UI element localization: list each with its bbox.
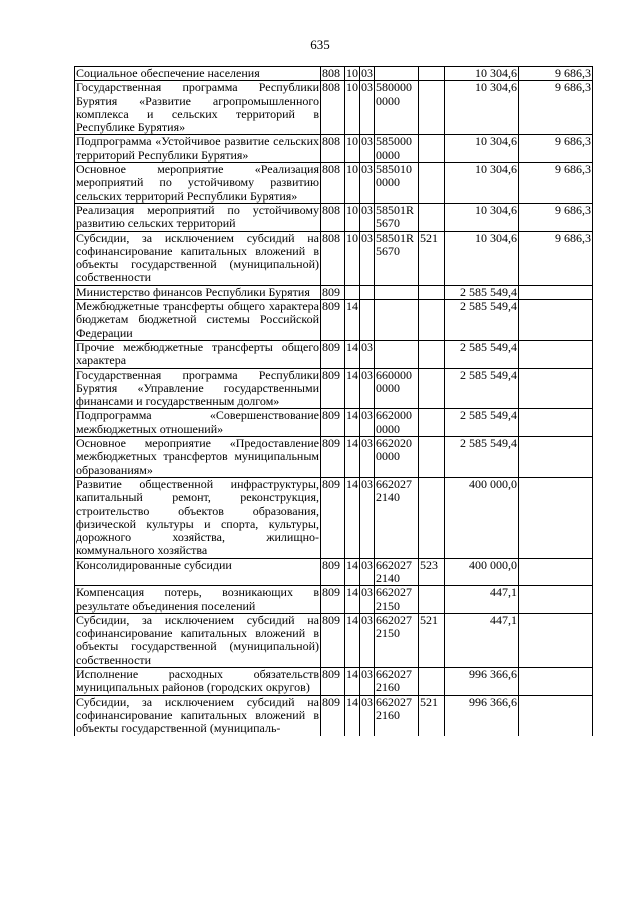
expense-type-code xyxy=(419,477,445,558)
subsection-code: 03 xyxy=(360,558,375,586)
program-code: 580000 0000 xyxy=(375,81,419,135)
table-row xyxy=(75,695,593,735)
amount-cell: 9 686,3 xyxy=(519,231,593,285)
ministry-code: 808 xyxy=(321,81,345,135)
section-code: 10 xyxy=(345,135,360,163)
subsection-code: 03 xyxy=(360,163,375,204)
amount-cell: 9 686,3 xyxy=(519,135,593,163)
amount-cell: 2 585 549,4 xyxy=(445,340,519,368)
amount-cell: 400 000,0 xyxy=(445,558,519,586)
section-code: 14 xyxy=(345,340,360,368)
amount-cell: 2 585 549,4 xyxy=(445,285,519,299)
item-name: Государственная программа Республики Бурятия «Управление государственными финансами и государственным долгом» xyxy=(76,368,319,409)
amount-cell: 996 366,6 xyxy=(445,668,519,696)
ministry-code: 809 xyxy=(321,285,345,299)
program-code: 585000 0000 xyxy=(375,135,419,163)
ministry-code: 809 xyxy=(321,340,345,368)
item-name: Государственная программа Республики Бурятия «Развитие агропромышленного комплекса и сельских территорий в Республике Бурятия» xyxy=(76,80,319,135)
section-code: 10 xyxy=(345,231,360,285)
ministry-code: 809 xyxy=(321,668,345,696)
table-row xyxy=(75,558,593,586)
item-name: Субсидии, за исключением субсидий на софинансирование капитальных вложений в объекты государственной (муниципальной) собственности xyxy=(76,613,319,667)
amount-cell: 2 585 549,4 xyxy=(445,437,519,478)
ministry-code: 809 xyxy=(321,300,345,341)
amount-cell: 9 686,3 xyxy=(519,67,593,81)
amount-cell: 10 304,6 xyxy=(445,231,519,285)
amount-cell xyxy=(519,285,593,299)
table-row xyxy=(75,668,593,696)
expense-type-code xyxy=(419,368,445,409)
subsection-code: 03 xyxy=(360,368,375,409)
subsection-code: 03 xyxy=(360,409,375,437)
section-code: 14 xyxy=(345,437,360,478)
ministry-code: 809 xyxy=(321,437,345,478)
item-name: Подпрограмма «Совершенствование межбюджетных отношений» xyxy=(76,408,319,436)
table-row xyxy=(75,135,593,163)
item-name: Подпрограмма «Устойчивое развитие сельских территорий Республики Бурятия» xyxy=(76,134,319,162)
program-code: 662020 0000 xyxy=(375,437,419,478)
program-code: 662027 2150 xyxy=(375,586,419,614)
ministry-code: 809 xyxy=(321,586,345,614)
expense-type-code xyxy=(419,668,445,696)
expense-type-code: 521 xyxy=(419,231,445,285)
amount-cell: 2 585 549,4 xyxy=(445,368,519,409)
amount-cell xyxy=(519,613,593,667)
program-code: 662027 2140 xyxy=(375,558,419,586)
page-number: 635 xyxy=(310,37,330,52)
subsection-code xyxy=(360,285,375,299)
amount-cell xyxy=(519,409,593,437)
amount-cell xyxy=(519,695,593,735)
item-name: Основное мероприятие «Предоставление межбюджетных трансфертов муниципальным образованиям» xyxy=(76,436,319,477)
table-row xyxy=(75,368,593,409)
subsection-code: 03 xyxy=(360,203,375,231)
expense-type-code xyxy=(419,81,445,135)
subsection-code: 03 xyxy=(360,613,375,667)
program-code: 662027 2150 xyxy=(375,613,419,667)
table-row xyxy=(75,613,593,667)
expense-type-code xyxy=(419,203,445,231)
section-code: 14 xyxy=(345,477,360,558)
item-name: Субсидии, за исключением субсидий на софинансирование капитальных вложений в объекты государственной (муниципаль- xyxy=(76,695,319,736)
item-name: Консолидированные субсидии xyxy=(75,558,321,586)
subsection-code: 03 xyxy=(360,477,375,558)
item-name: Развитие общественной инфраструктуры, капитальный ремонт, реконструкция, строительство объектов образования, физической культуры и спорта, культуры, дорожного хозяйства, жилищно-коммунального хозяйства xyxy=(76,477,319,558)
section-code xyxy=(345,285,360,299)
item-name: Прочие межбюджетные трансферты общего характера xyxy=(76,340,319,368)
ministry-code: 809 xyxy=(321,613,345,667)
table-row xyxy=(75,409,593,437)
amount-cell xyxy=(519,586,593,614)
table-row xyxy=(75,231,593,285)
section-code: 10 xyxy=(345,163,360,204)
amount-cell xyxy=(519,558,593,586)
amount-cell: 10 304,6 xyxy=(445,81,519,135)
program-code: 58501R 5670 xyxy=(375,203,419,231)
expense-type-code xyxy=(419,437,445,478)
expense-type-code xyxy=(419,163,445,204)
program-code: 662027 2160 xyxy=(375,668,419,696)
ministry-code: 809 xyxy=(321,409,345,437)
program-code: 662027 2160 xyxy=(375,695,419,735)
expense-type-code xyxy=(419,340,445,368)
section-code: 14 xyxy=(345,695,360,735)
amount-cell: 10 304,6 xyxy=(445,135,519,163)
expense-type-code: 521 xyxy=(419,695,445,735)
section-code: 14 xyxy=(345,300,360,341)
section-code: 14 xyxy=(345,668,360,696)
subsection-code: 03 xyxy=(360,340,375,368)
section-code: 14 xyxy=(345,613,360,667)
amount-cell xyxy=(519,368,593,409)
budget-table xyxy=(74,66,593,736)
subsection-code: 03 xyxy=(360,81,375,135)
expense-type-code xyxy=(419,67,445,81)
ministry-code: 808 xyxy=(321,135,345,163)
expense-type-code xyxy=(419,409,445,437)
table-body xyxy=(75,67,593,736)
ministry-code: 808 xyxy=(321,163,345,204)
section-code: 10 xyxy=(346,66,358,80)
amount-cell: 447,1 xyxy=(445,586,519,614)
subsection-code: 03 xyxy=(360,586,375,614)
amount-cell: 2 585 549,4 xyxy=(445,300,519,341)
amount-cell: 9 686,3 xyxy=(519,163,593,204)
item-name: Исполнение расходных обязательств муниципальных районов (городских округов) xyxy=(76,667,319,695)
subsection-code: 03 xyxy=(360,668,375,696)
amount-cell: 996 366,6 xyxy=(445,695,519,735)
subsection-code: 03 xyxy=(361,66,373,80)
amount-cell xyxy=(519,437,593,478)
subsection-code: 03 xyxy=(360,437,375,478)
subsection-code xyxy=(360,300,375,341)
table-row xyxy=(75,285,593,299)
section-code: 14 xyxy=(345,586,360,614)
table-row xyxy=(75,81,593,135)
expense-type-code: 521 xyxy=(419,613,445,667)
table-row xyxy=(75,203,593,231)
amount-cell: 2 585 549,4 xyxy=(445,409,519,437)
item-name: Компенсация потерь, возникающих в результате объединения поселений xyxy=(76,585,319,613)
program-code xyxy=(375,340,419,368)
amount-cell: 447,1 xyxy=(445,613,519,667)
amount-cell: 9 686,3 xyxy=(519,203,593,231)
section-code: 10 xyxy=(345,81,360,135)
subsection-code: 03 xyxy=(360,135,375,163)
table-row xyxy=(75,437,593,478)
program-code xyxy=(375,300,419,341)
table-row xyxy=(75,586,593,614)
expense-type-code xyxy=(419,300,445,341)
amount-cell xyxy=(519,300,593,341)
section-code: 10 xyxy=(345,203,360,231)
amount-cell xyxy=(519,477,593,558)
program-code xyxy=(375,67,419,81)
amount-cell xyxy=(519,340,593,368)
program-code: 660000 0000 xyxy=(375,368,419,409)
section-code: 14 xyxy=(345,368,360,409)
amount-cell: 400 000,0 xyxy=(445,477,519,558)
item-name: Министерство финансов Республики Бурятия xyxy=(75,285,321,299)
item-name: Реализация мероприятий по устойчивому развитию сельских территорий xyxy=(76,203,319,231)
ministry-code: 808 xyxy=(321,67,345,81)
ministry-code: 808 xyxy=(321,231,345,285)
amount-cell: 10 304,6 xyxy=(445,67,519,81)
subsection-code: 03 xyxy=(360,695,375,735)
ministry-code: 809 xyxy=(321,558,345,586)
program-code: 662000 0000 xyxy=(375,409,419,437)
ministry-code: 808 xyxy=(321,203,345,231)
subsection-code: 03 xyxy=(360,231,375,285)
item-name: Субсидии, за исключением субсидий на софинансирование капитальных вложений в объекты государственной (муниципальной) собственности xyxy=(76,231,319,285)
table-row xyxy=(75,67,593,81)
program-code: 58501R 5670 xyxy=(375,231,419,285)
item-name: Социальное обеспечение населения xyxy=(75,67,321,81)
expense-type-code xyxy=(419,285,445,299)
ministry-code: 809 xyxy=(321,368,345,409)
program-code: 662027 2140 xyxy=(375,477,419,558)
amount-cell: 10 304,6 xyxy=(445,163,519,204)
table-row xyxy=(75,477,593,558)
item-name: Основное мероприятие «Реализация мероприятий по устойчивому развитию сельских территорий Республики Бурятия» xyxy=(76,162,319,203)
amount-cell: 10 304,6 xyxy=(445,203,519,231)
program-code: 585010 0000 xyxy=(375,163,419,204)
item-name: Межбюджетные трансферты общего характера бюджетам бюджетной системы Российской Федерации xyxy=(76,299,319,340)
program-code xyxy=(375,285,419,299)
table-row xyxy=(75,340,593,368)
table-row xyxy=(75,300,593,341)
ministry-code: 809 xyxy=(321,695,345,735)
expense-type-code xyxy=(419,586,445,614)
ministry-code: 809 xyxy=(321,477,345,558)
expense-type-code: 523 xyxy=(419,558,445,586)
section-code: 14 xyxy=(345,558,360,586)
section-code: 14 xyxy=(345,409,360,437)
amount-cell: 9 686,3 xyxy=(519,81,593,135)
amount-cell xyxy=(519,668,593,696)
table-row xyxy=(75,163,593,204)
expense-type-code xyxy=(419,135,445,163)
